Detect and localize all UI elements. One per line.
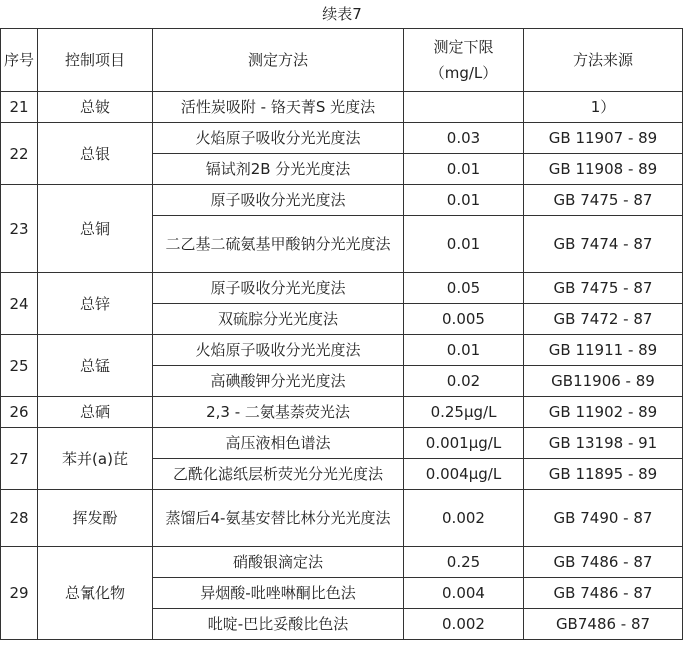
row-no: 26: [1, 397, 38, 428]
row-no: 27: [1, 428, 38, 490]
method-cell: 高碘酸钾分光光度法: [153, 366, 404, 397]
limit-cell: 0.01: [404, 154, 524, 185]
row-item: 总铍: [38, 92, 153, 123]
header-row: [1, 29, 683, 92]
source-cell: GB 11907 - 89: [524, 123, 683, 154]
limit-cell: 0.05: [404, 273, 524, 304]
table-row: [1, 123, 683, 154]
header-limit-line2: （mg/L）: [429, 64, 498, 82]
row-item: 总银: [38, 123, 153, 185]
row-no: 22: [1, 123, 38, 185]
source-cell: GB 7486 - 87: [524, 578, 683, 609]
row-item: 总氰化物: [38, 547, 153, 640]
limit-cell: 0.01: [404, 216, 524, 273]
header-method: 测定方法: [153, 29, 404, 92]
table-row: [1, 273, 683, 304]
method-cell: 原子吸收分光光度法: [153, 273, 404, 304]
table-row: [1, 185, 683, 216]
limit-cell: 0.02: [404, 366, 524, 397]
method-cell: 乙酰化滤纸层析荧光分光光度法: [153, 459, 404, 490]
row-no: 29: [1, 547, 38, 640]
header-limit: [404, 29, 524, 92]
source-cell: GB 11902 - 89: [524, 397, 683, 428]
source-cell: GB7486 - 87: [524, 609, 683, 640]
header-no: 序号: [1, 29, 38, 92]
limit-cell: 0.25: [404, 547, 524, 578]
table-row: [1, 335, 683, 366]
table-row: [1, 428, 683, 459]
table-row: [1, 490, 683, 547]
row-item: 总锰: [38, 335, 153, 397]
row-no: 28: [1, 490, 38, 547]
limit-cell: 0.01: [404, 185, 524, 216]
row-item: 总铜: [38, 185, 153, 273]
row-item: 总硒: [38, 397, 153, 428]
table-caption: 续表7: [322, 5, 362, 23]
header-limit-line1: 测定下限: [433, 38, 494, 56]
row-item: 总锌: [38, 273, 153, 335]
method-cell: 双硫腙分光光度法: [153, 304, 404, 335]
method-cell: 原子吸收分光光度法: [153, 185, 404, 216]
table-row: [1, 397, 683, 428]
source-cell: GB 7486 - 87: [524, 547, 683, 578]
source-cell: GB 7475 - 87: [524, 185, 683, 216]
method-cell: 镉试剂2B 分光光度法: [153, 154, 404, 185]
source-cell: GB 11908 - 89: [524, 154, 683, 185]
table-row: [1, 92, 683, 123]
row-item: 挥发酚: [38, 490, 153, 547]
row-no: 24: [1, 273, 38, 335]
method-cell: 2,3 - 二氨基萘荧光法: [153, 397, 404, 428]
method-cell: 活性炭吸附 - 铬天菁S 光度法: [153, 92, 404, 123]
row-no: 23: [1, 185, 38, 273]
method-cell: 火焰原子吸收分光光度法: [153, 123, 404, 154]
limit-cell: 0.004: [404, 578, 524, 609]
monitoring-methods-table: [0, 28, 683, 640]
method-cell: 硝酸银滴定法: [153, 547, 404, 578]
row-item: 苯并(a)芘: [38, 428, 153, 490]
table-row: [1, 547, 683, 578]
row-no: 25: [1, 335, 38, 397]
source-cell: 1）: [524, 92, 683, 123]
limit-cell: 0.25μg/L: [404, 397, 524, 428]
method-cell: 火焰原子吸收分光光度法: [153, 335, 404, 366]
limit-cell: 0.005: [404, 304, 524, 335]
source-cell: GB 7475 - 87: [524, 273, 683, 304]
limit-cell: 0.004μg/L: [404, 459, 524, 490]
header-item: 控制项目: [38, 29, 153, 92]
method-cell: 二乙基二硫氨基甲酸钠分光光度法: [153, 216, 404, 273]
source-cell: GB 11895 - 89: [524, 459, 683, 490]
method-cell: 吡啶-巴比妥酸比色法: [153, 609, 404, 640]
row-no: 21: [1, 92, 38, 123]
limit-cell: 0.01: [404, 335, 524, 366]
source-cell: GB 7490 - 87: [524, 490, 683, 547]
header-source: 方法来源: [524, 29, 683, 92]
source-cell: GB 13198 - 91: [524, 428, 683, 459]
source-cell: GB 7474 - 87: [524, 216, 683, 273]
limit-cell: 0.03: [404, 123, 524, 154]
limit-cell: 0.001μg/L: [404, 428, 524, 459]
source-cell: GB 11911 - 89: [524, 335, 683, 366]
limit-cell: 0.002: [404, 609, 524, 640]
source-cell: GB11906 - 89: [524, 366, 683, 397]
method-cell: 蒸馏后4-氨基安替比林分光光度法: [153, 490, 404, 547]
limit-cell: 0.002: [404, 490, 524, 547]
method-cell: 异烟酸-吡唑啉酮比色法: [153, 578, 404, 609]
source-cell: GB 7472 - 87: [524, 304, 683, 335]
method-cell: 高压液相色谱法: [153, 428, 404, 459]
limit-cell: [404, 92, 524, 123]
